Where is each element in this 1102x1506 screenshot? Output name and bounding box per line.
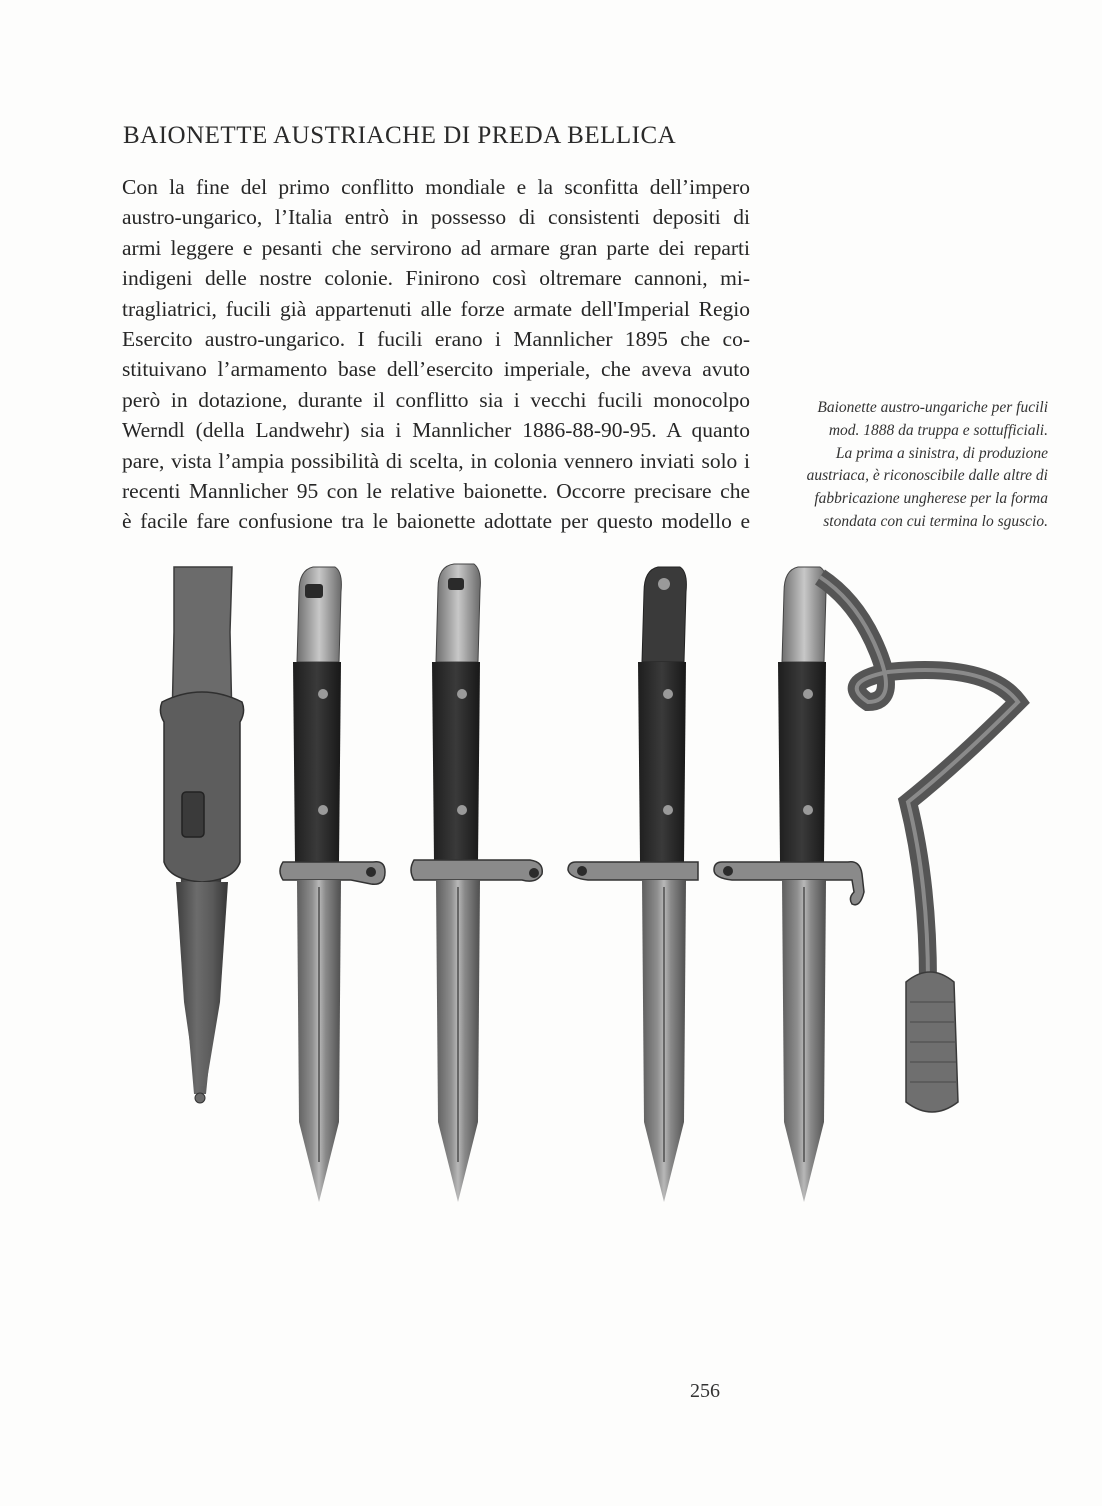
scabbard-icon	[160, 567, 243, 1103]
bayonet-icon	[568, 567, 698, 1202]
section-heading: BAIONETTE AUSTRIACHE DI PREDA BELLICA	[123, 122, 677, 149]
caption-line: La prima a sinistra, di produzione	[835, 444, 1048, 462]
body-line: però in dotazione, durante il conflitto sia i vecchi fucili monocolpo	[122, 387, 750, 412]
bayonet-icon	[411, 564, 542, 1202]
body-line: armi leggere e pesanti che servirono ad armare gran parte dei reparti	[122, 235, 750, 260]
body-line: Esercito austro-ungarico. I fucili erano i Mannlicher 1895 che co-	[122, 326, 750, 351]
bayonet-icon	[280, 567, 385, 1202]
caption-line: mod. 1888 da truppa e sottufficiali.	[828, 421, 1048, 439]
caption-line: fabbricazione ungherese per la forma	[814, 490, 1048, 508]
body-line: indigeni delle nostre colonie. Finirono così oltremare cannoni, mi-	[122, 266, 750, 291]
body-line: tragliatrici, fucili già appartenuti alle forze armate dell'Imperial Regio	[122, 296, 750, 321]
body-line: Werndl (della Landwehr) sia i Mannlicher 1886-88-90-95. A quanto	[122, 418, 750, 443]
photo-caption	[770, 397, 1048, 534]
bayonet-with-knot-icon	[714, 567, 1018, 1202]
page-number: 256	[690, 1380, 720, 1402]
caption-line: stondata con cui termina lo sguscio.	[823, 512, 1048, 530]
body-line: Con la fine del primo conflitto mondiale e la sconfitta dell’impero	[122, 175, 750, 199]
body-line: pare, vista l’ampia possibilità di scelta, in colonia vennero inviati solo i	[122, 448, 750, 473]
body-line: austro-ungarico, l’Italia entrò in possesso di consistenti depositi di	[122, 205, 750, 230]
caption-line: Baionette austro-ungariche per fucili	[817, 399, 1048, 416]
body-line: stituivano l’armamento base dell’esercito imperiale, che aveva avuto	[122, 357, 750, 382]
body-line: recenti Mannlicher 95 con le relative baionette. Occorre precisare che	[122, 478, 750, 503]
body-paragraph	[122, 172, 750, 537]
caption-line: austriaca, è riconoscibile dalle altre di	[806, 467, 1048, 485]
bayonets-photo	[140, 562, 1060, 1202]
body-line: è facile fare confusione tra le baionette adottate per questo modello e	[122, 509, 750, 534]
